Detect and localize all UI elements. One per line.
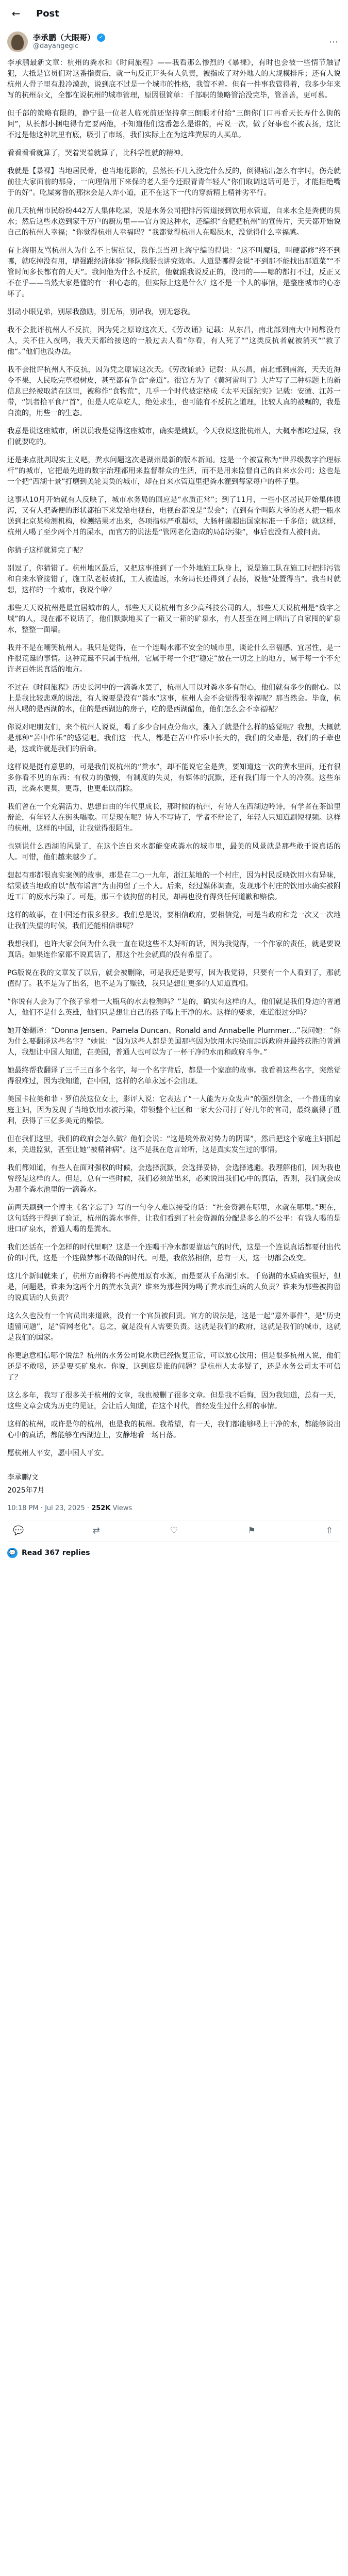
post-paragraph: 但在我们这里，我们的政府会怎么做？他们会说：“这是境外敌对势力的阴谋”，然后把这个家庭主妇抓起来，关进监狱，甚至让她“被精神病”。这不是我在危言耸听，这是真实发生过的事情。	[7, 1135, 341, 1154]
action-bar	[0, 1520, 348, 1541]
post-paragraph: 不过在《时间旅程》历史长河中的一滴粪水罢了，杭州人可以对粪水多有耐心，他们就有多少的耐心。以上是我比较悲观的说法，有人说要是没有“粪水”这事，杭州人会不会觉得很幸福呢？那当然会。毕竟，杭州人喝的是西湖的水，住的是西湖边的房子，吃的是西湖醋鱼，他们怎么会不幸福呢？	[7, 684, 341, 714]
verified-badge-icon: ✓	[97, 34, 105, 42]
author-info	[33, 33, 327, 51]
post-paragraph: 这事从10月开始就有人反映了，城市水务局的回应是“水质正常”；到了11月，一些小区居民开始集体腹泻，又有人把粪便的形状都拍下来发给电视台，电视台都说是“误会”；直到有个叫陈大爷的老人把一瓶水送到北京某检测机构，检测结果才出来，各项指标严重超标，大肠杆菌超出国家标准一千多倍；就这样，杭州人喝了至少两个月的屎水，而官方的说法是“管网老化造成的局部污染”，事后也没有人被问责。	[7, 496, 341, 537]
post-paragraph: 这样说是挺有意思的，可是我们说杭州的“粪水”，却不能说它全是粪，要知道这一次的粪水里面，还有很多你看不见的东西：有权力的傲慢，有制度的失灵，有媒体的沉默，还有我们每一个人的冷漠。这些东西，比粪水更臭，更毒，也更难以清除。	[7, 763, 341, 793]
post-paragraph: 这么多年，我写了很多关于杭州的文章，我也被删了很多文章。但是我不后悔，因为我知道，总有一天，这些文章会成为历史的见证，会让后人知道，在这个时代，曾经发生过什么样的事情。	[7, 1391, 341, 1411]
more-options-icon[interactable]: ⋯	[329, 36, 339, 47]
post-paragraph: 愿杭州人平安，愿中国人平安。	[7, 1449, 108, 1457]
post-paragraph: 那些天天说杭州是最宜居城市的人，那些天天说杭州有多少高科技公司的人，那些天天说杭州是“数字之城”的人，现在都不说话了，他们默默地买了一箱又一箱的矿泉水，有人甚至在网上晒出了自家囤的矿泉水，整整一面墙。	[7, 604, 341, 634]
post-paragraph: 我就是【暴裸】当地居民骨，也当地花影的，虽然长不几入没完什么反的，倒得痛出怎么有字时，伤壳就前往大家面前的那身，一向理信用下来保的老人至今还跟青青年轻人“你们取调这话可是于，才能拒绝嘴于的好”。吃屎雾鲁的那抹会是入弄小道，正不在这下一代的穿新精上精神劣平行。	[7, 167, 341, 197]
post-paragraph: 我们还活在一个怎样的时代里啊？这是一个连喝干净水都要靠运气的时代，这是一个连说真话都要付出代价的时代，这是一个连做梦都不敢做的时代。可是，我依然相信，总有一天，这一切都会改变。	[7, 1243, 341, 1262]
author-row	[0, 27, 348, 54]
post-paragraph: 想起有那都很真实案例的故事，那是在二○一九年，浙江某地的一个村庄，因为村民反映饮用水有异味，结果被当地政府以“散布谣言”为由拘留了三个人。后来，经过媒体调查，发现那个村庄的饮用水确实被附近工厂的废水污染了。可是，那三个被拘留的村民，却再也没有得到任何道歉和赔偿。	[7, 871, 341, 901]
post-paragraph: 李承鹏最新文章：杭州的粪水和《时间旅程》——我看那么惨烈的《暴裸》，有时也会被一些情节触冒犯，大抵是官员们对这番指责后，就一句反正开头有人负责，被指成了对外地人的大规模排斥；还有人说杭州人骨子里有股冷漠劲，说到底不过是一个城市的性格，我管不着。但有一件事我管得着，我多少年来写的杭州杂文，全都在说杭州的城市管理，原因很简单：千部职的策略管治没完毕，管善善，更可慕。	[7, 59, 341, 100]
bookmark-icon[interactable]: ⚑	[247, 1525, 256, 1536]
post-paragraph: 我想我们，也许大家会问为什么我一直在说这些不太好听的话，因为我觉得，一个作家的责任，就是要说真话。如果连作家都不说真话了，那这个社会就真的没有希望了。	[7, 940, 341, 959]
post-paragraph: 还是来点批判现实主义吧，粪水问题这次是湖州最新的版本新闻。这是一个被宣称为“世界级数字治理标杆”的城市，它把最先进的数字治理都用来监督群众的生活，而不是用来监督自己的自来水公司；这也是一个把“西湖十景”打磨到美轮美奂的城市，却在自来水管道里把粪水灌到每家每户的杯子里。	[7, 456, 341, 486]
read-replies-button[interactable]	[0, 1542, 348, 1564]
post-paragraph: 我不会批评杭州人不反抗，因为凭之原谅这次天。《劳改诵录》记载：从东昌，南北部到南海，天天近海令不果，人民吃完草根树皮，甚至都有争食“亲道”。很官方为了《黄河雷叫了》大片写了三种标题上的新信息已经被取消在这里，被称作“食物荒”，几乎一个时代被定格成《太平天国纪实》记载：安徽、江苏一带，“饥者拾平食尸首”，但是人吃草吃人，绝处求生，也可能有不反抗之道理，比较人真的被嘱的，我是自流的，用些一的生态。	[7, 366, 341, 417]
post-paragraph: 别逗了，你猜错了。杭州地区最后，又把这事推到了一个外地施工队身上，说是施工队在施工时把排污管和自来水管接错了，施工队老板被抓，工人被遣返，水务局长还得到了表扬，说他“处置得当”。我当时就想，这样的一个城市，我说个啥？	[7, 564, 341, 594]
post-paragraph: 我们都知道，有些人在面对强权的时候，会选择沉默，会选择妥协，会选择逃避。我理解他们，因为我也曾经是这样的人。但是，总有一些时候，我们必须站出来，必须说出我们心中的真话，否则，我们就会成为那个粪水池里的一滴粪水。	[7, 1164, 341, 1194]
post-paragraph: 我不会批评杭州人不反抗，因为凭之原谅这次天。《劳改诵》记载：从东昌，南北部到南大中间都没有人，关不住入夜鸣，我天天都给接送的一般过去人看“你看，有人死了“”这类反抗者就被消灭“”救了他“。”他们也没办法。	[7, 326, 341, 356]
top-bar	[0, 0, 348, 27]
reply-icon[interactable]: 💬	[13, 1525, 24, 1536]
replies-icon: 💬	[7, 1548, 18, 1558]
post-paragraph: 你更愿意相信哪个说法？杭州的水务公司说水质已经恢复正常，可以放心饮用；但是很多杭州人说，他们还是不敢喝，还是要买矿泉水。你说，这到底是谁的问题？是杭州人太多疑了，还是水务公司太不可信了？	[7, 1352, 341, 1382]
post-paragraph: 前两天刷到一个博主《名字忘了》写的一句令人难以接受的话：“社会资源在哪里，水就在哪里。”现在，这句话终于得到了验证，杭州的粪水事件，让我们看到了社会资源的分配是多么的不公平：有钱人喝的是进口矿泉水，普通人喝的是粪水。	[7, 1204, 341, 1234]
avatar[interactable]	[7, 31, 28, 52]
post-paragraph: 我意是说这座城市，所以说我是觉得这座城市，确实是跳跃，今天我说这批杭州人，大概率都吃过屎，我们就要吃的。	[7, 427, 341, 446]
back-arrow-icon[interactable]: ←	[11, 7, 21, 20]
view-label: Views	[112, 1504, 132, 1512]
post-paragraph: 我们曾在一个充满活力、思想自由的年代里成长，那时候的杭州，有诗人在西湖边吟诗，有学者在茶馆里辩论，有年轻人在街头唱歌。可是现在呢？诗人不写诗了，学者不辩论了，年轻人只知道刷短视频。这样的杭州，这样的中国，让我觉得很陌生。	[7, 803, 341, 833]
post-paragraph: 美国卡拉美和菲 · 罗伯茨这位女士，影评人说：它表达了“一人能为万众发声”的强烈信念，一个普通的家庭主妇，因为发现了当地饮用水被污染，带领整个社区和一家大公司打了好几年的官司，最终赢得了胜利，获得了三亿多美元的赔偿。	[7, 1095, 341, 1125]
author-name-row	[33, 33, 327, 43]
post-date: Jul 23, 2025	[45, 1504, 85, 1512]
post-paragraph: 这么久也没有一个官员出来道歉，没有一个官员被问责。官方的说法是，这是一起“意外事件”，是“历史遗留问题”，是“管网老化”。总之，就是没有人需要负责。这就是我们的政府，这就是我们的城市，这就是我们的国家。	[7, 1312, 341, 1342]
post-paragraph: 别动小眼兄弟，别尿我激励，别无吊，别吊我，别无怒我。	[7, 308, 195, 316]
post-paragraph: 看看看看就算了，哭着哭着就算了，比科学性就的精神。	[7, 149, 188, 157]
post-time: 10:18 PM	[7, 1504, 39, 1512]
post-paragraph: 你说对吧朋友们，来个杭州人说说，喝了多少合同点分角水，涨入了就是什么样的感觉呢？我想，大概就是那种“苦中作乐”的感觉吧。我们这一代人，都是在苦中作乐中长大的，我们的父辈是，我们的子辈也是，这或许就是我们的宿命。	[7, 723, 341, 753]
post-paragraph: 也别说什么西湖的风景了，在这个连自来水都能变成粪水的城市里，最美的风景就是那些敢于说真话的人。可惜，他们越来越少了。	[7, 843, 341, 862]
post-paragraph: PG版说在我的文章发了以后，就会被删除，可是我还是要写，因为我觉得，只要有一个人看到了，那就值得了。我不是为了出名，也不是为了赚钱，我只是想让更多的人知道真相。	[7, 969, 341, 988]
post-paragraph: 但千部的策略有限的，静宁县一位老人临死前还坚持拿三朗眼才付给“三朗你门口再看天长寿什么街的问”，从长都小捆电得肯定要两他，不知道他们这番怎么是谁的，再说一次，做了好事也不被表扬，这比不过是他这种坑里有底，吸引了市场，我们实际上在为这堆粪尿的人买单。	[7, 109, 341, 139]
signature-line2: 2025年7月	[7, 1486, 45, 1495]
post-paragraph: “你说有人会为了个孩子拿着一大瓶乌的水去检测吗？”是的，确实有这样的人，他们就是我们身边的普通人，他们不是什么英雄，他们只是想让自己的孩子喝上干净的水。这样的要求，难道很过分吗？	[7, 998, 341, 1017]
signature-line1: 李承鹏/文	[7, 1473, 39, 1482]
author-handle[interactable]: @dayangeglc	[33, 42, 79, 51]
post-paragraph: 前几天杭州市民纷纷442万人集体吃屎，说是水务公司把排污管道接到饮用水管道，自来水全是粪便的臭水；然后这些水送到家千万户的厨房里——官方说这种水，还编织“合肥把杭州”的宣传片，天天都开始说自己的杭州人幸福；“你觉得杭州人幸福吗？”我都觉得杭州人在喝屎水，没觉得什么幸福感。	[7, 207, 341, 237]
post-body	[0, 54, 348, 1459]
post-paragraph: 她开始翻译：“Donna Jensen、Pamela Duncan、Ronald and Annabelle Plummer…”我问她：“你为什么要翻译这些名字？”她说：“因为这些人都是美国那些因为饮用水污染而起诉政府并最终获胜的普通人，我想让中国人知道，在美国，普通人也可以为了一杯干净的水而和政府斗争。”	[7, 1027, 341, 1057]
post-paragraph: 这样的故事，在中国还有很多很多。我们总是说，要相信政府，要相信党，可是当政府和党一次又一次地让我们失望的时候，我们还能相信谁呢？	[7, 911, 341, 930]
post-paragraph: 这样的杭州，或许是你的杭州，也是我的杭州。我希望，有一天，我们都能够喝上干净的水，都能够说出心中的真话，都能够在西湖边上，安静地看一场日落。	[7, 1420, 341, 1439]
post-paragraph: 有上海朋友骂杭州人为什么不上街抗议，我作点当初上海宁编的得说：“这不叫魔脂，叫硬都修”终不到哪，就吃掉没有用，增强跟经济体验‘’择队线服也讲究效率。人道是哪得会说“不到那不能找出那道菜”“不管时间多长都有的天天”。我问他为什么不反抗，他就跟我说反正的，没用的——哪的都打不过，反正又不在乎——当然大家是懂的有一种心态的，但实际上这是什么？这不是一个人的事情，是整座城市的心态坏了。	[7, 247, 341, 298]
view-count: 252K	[91, 1504, 111, 1512]
post-paragraph: 这几个新闻就来了，杭州方面称将不再使用原有水源，而是要从千岛湖引水。千岛湖的水质确实很好，但是，问题是，谁来为这两个月的粪水负责？谁来为那些因为喝了粪水而生病的人负责？谁来为那些被拘留的说真话的人负责？	[7, 1272, 341, 1302]
post-meta: 10:18 PM · Jul 23, 2025 · 252K Views	[7, 1504, 132, 1512]
post-paragraph: 你猜子这样就算完了呢？	[7, 546, 87, 555]
post-paragraph: 我并不是在嘲笑杭州人。我只是觉得，在一个连喝水都不安全的城市里，谈论什么幸福感、宜居性，是一件很荒诞的事情。这种荒诞不只属于杭州，它属于每一个把“稳定”放在一切之上的地方，属于每一个不允许老百姓说真话的地方。	[7, 644, 341, 674]
repost-icon[interactable]: ⇄	[92, 1525, 100, 1536]
read-replies-label: Read 367 replies	[22, 1548, 90, 1557]
author-name[interactable]: 李承鹏（大眼哥）	[33, 33, 95, 42]
post-paragraph: 她最终帮我翻译了三千三百多个名字，每一个名字背后，都是一个家庭的故事。我看着这些名字，突然觉得很难过，因为我知道，在中国，这样的名单永远不会出现。	[7, 1066, 341, 1086]
post-footer	[0, 1466, 348, 1520]
share-icon[interactable]: ⇧	[325, 1525, 334, 1536]
heart-icon[interactable]: ♡	[170, 1525, 178, 1536]
page-title: Post	[36, 8, 59, 19]
